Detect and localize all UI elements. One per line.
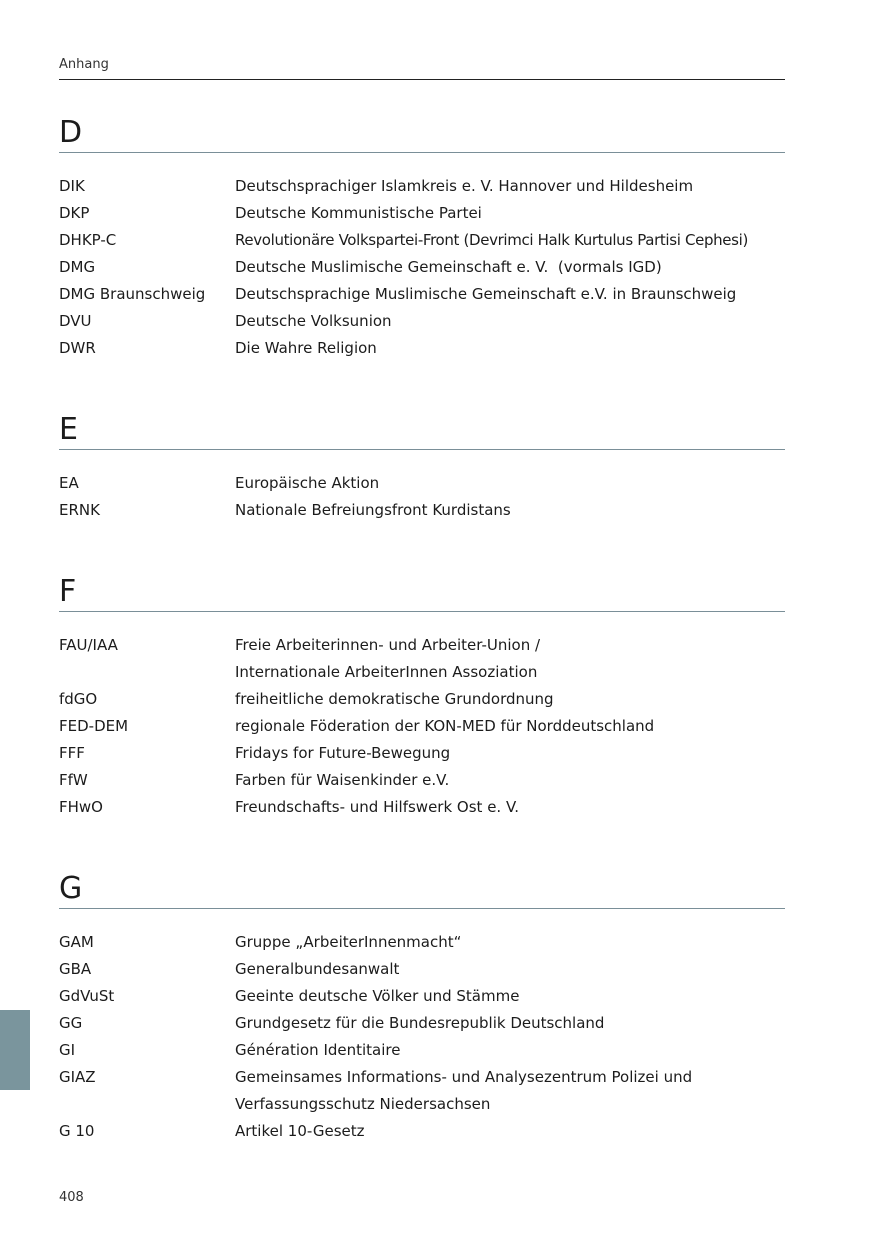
- entry-abbreviation: FfW: [59, 771, 88, 789]
- entry-definition: Artikel 10-Gesetz: [235, 1122, 365, 1140]
- entry-definition: Gemeinsames Informations- und Analysezentrum Polizei und Verfassungsschutz Niedersachsen: [235, 1068, 693, 1113]
- glossary-entry: [59, 794, 785, 821]
- entry-definition: Freie Arbeiterinnen- und Arbeiter-Union / Internationale ArbeiterInnen Assoziation: [235, 636, 541, 681]
- entry-definition: Grundgesetz für die Bundesrepublik Deutschland: [235, 1014, 605, 1032]
- glossary-entry: [59, 497, 785, 524]
- entry-definition: Die Wahre Religion: [235, 339, 377, 357]
- glossary-entry: [59, 956, 785, 983]
- section-d: [59, 116, 785, 362]
- entry-definition: Freundschafts- und Hilfswerk Ost e. V.: [235, 798, 520, 816]
- section-letter: G: [59, 872, 785, 909]
- entry-abbreviation: GI: [59, 1041, 76, 1059]
- entry-definition: Fridays for Future-Bewegung: [235, 744, 451, 762]
- entry-definition: Deutsche Muslimische Gemeinschaft e. V. (vormals IGD): [235, 258, 662, 276]
- glossary-entry: [59, 740, 785, 767]
- glossary-entry: [59, 335, 785, 362]
- entry-list: [59, 632, 785, 821]
- entry-list: [59, 929, 785, 1145]
- entry-abbreviation: GIAZ: [59, 1068, 96, 1086]
- running-header: [59, 56, 785, 80]
- entry-definition: regionale Föderation der KON-MED für Norddeutschland: [235, 717, 655, 735]
- entry-definition: Farben für Waisenkinder e.V.: [235, 771, 450, 789]
- entry-definition: Europäische Aktion: [235, 474, 380, 492]
- entry-definition: freiheitliche demokratische Grundordnung: [235, 690, 554, 708]
- entry-definition: Revolutionäre Volkspartei-Front (Devrimci Halk Kurtulus Partisi Cephesi): [235, 231, 748, 249]
- entry-list: [59, 173, 785, 362]
- entry-abbreviation: GAM: [59, 933, 94, 951]
- glossary-entry: [59, 1064, 785, 1118]
- entry-definition: Deutsche Kommunistische Partei: [235, 204, 482, 222]
- entry-abbreviation: fdGO: [59, 690, 98, 708]
- entry-abbreviation: DMG: [59, 258, 96, 276]
- section-letter: E: [59, 413, 785, 450]
- entry-abbreviation: EA: [59, 474, 79, 492]
- entry-abbreviation: DWR: [59, 339, 96, 357]
- entry-definition: Gruppe „ArbeiterInnenmacht“: [235, 933, 462, 951]
- glossary-entry: [59, 1037, 785, 1064]
- glossary-entry: [59, 173, 785, 200]
- glossary-entry: [59, 929, 785, 956]
- glossary-entry: [59, 686, 785, 713]
- glossary-entry: [59, 767, 785, 794]
- entry-abbreviation: DVU: [59, 312, 92, 330]
- glossary-entry: [59, 308, 785, 335]
- glossary-entry: [59, 227, 785, 254]
- page-number: 408: [59, 1190, 84, 1205]
- section-g: [59, 872, 785, 1145]
- entry-abbreviation: ERNK: [59, 501, 100, 519]
- entry-abbreviation: GG: [59, 1014, 83, 1032]
- entry-definition: Deutsche Volksunion: [235, 312, 392, 330]
- section-letter: F: [59, 575, 785, 612]
- entry-definition: Génération Identitaire: [235, 1041, 401, 1059]
- entry-abbreviation: FAU/IAA: [59, 636, 118, 654]
- chapter-tab-marker: [0, 1010, 30, 1090]
- entry-abbreviation: GdVuSt: [59, 987, 115, 1005]
- entry-abbreviation: G 10: [59, 1122, 95, 1140]
- entry-definition: Geeinte deutsche Völker und Stämme: [235, 987, 520, 1005]
- glossary-entry: [59, 1010, 785, 1037]
- section-f: [59, 575, 785, 821]
- entry-abbreviation: GBA: [59, 960, 92, 978]
- section-letter: D: [59, 116, 785, 153]
- section-e: [59, 413, 785, 524]
- entry-abbreviation: FFF: [59, 744, 85, 762]
- entry-abbreviation: DIK: [59, 177, 85, 195]
- running-header-title: Anhang: [59, 57, 109, 72]
- glossary-entry: [59, 632, 785, 686]
- entry-abbreviation: DMG Braunschweig: [59, 285, 206, 303]
- glossary-entry: [59, 713, 785, 740]
- glossary-entry: [59, 200, 785, 227]
- entry-definition: Nationale Befreiungsfront Kurdistans: [235, 501, 511, 519]
- entry-definition: Deutschsprachige Muslimische Gemeinschaft e.V. in Braunschweig: [235, 285, 737, 303]
- entry-abbreviation: DKP: [59, 204, 90, 222]
- entry-abbreviation: FHwO: [59, 798, 103, 816]
- glossary-entry: [59, 470, 785, 497]
- glossary-entry: [59, 254, 785, 281]
- entry-abbreviation: DHKP-C: [59, 231, 117, 249]
- glossary-entry: [59, 281, 785, 308]
- entry-definition: Deutschsprachiger Islamkreis e. V. Hannover und Hildesheim: [235, 177, 694, 195]
- entry-list: [59, 470, 785, 524]
- glossary-entry: [59, 1118, 785, 1145]
- entry-abbreviation: FED-DEM: [59, 717, 129, 735]
- entry-definition: Generalbundesanwalt: [235, 960, 400, 978]
- glossary-entry: [59, 983, 785, 1010]
